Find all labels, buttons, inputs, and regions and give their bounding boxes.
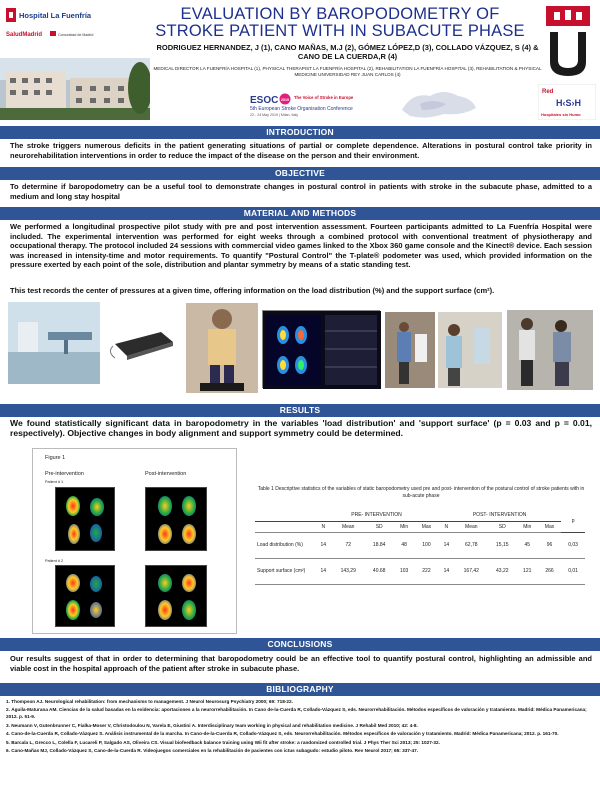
col-header: Mean	[455, 521, 488, 532]
therapy-session-photo-2	[438, 312, 502, 388]
pressure-map-patient2-post	[145, 565, 207, 627]
table-cell: 14	[315, 558, 332, 584]
table-cell: 266	[538, 558, 561, 584]
introduction-text: The stroke triggers numerous deficits in the patient generating situations of partial or complete dependence. Alterations in postural control take priority in neurorehabilitation interventions in order to reduce the impact of the disease on the person and their environment.	[10, 141, 592, 160]
poster-title: EVALUATION BY BAROPODOMETRY OF STROKE PATIENT WITH IN SUBACUTE PHASE	[155, 5, 525, 40]
table-cell: 62,78	[455, 532, 488, 558]
col-header: Min	[517, 521, 538, 532]
row-label: Support surface (cm²)	[255, 558, 315, 584]
col-header: Min	[393, 521, 414, 532]
bibliography-item: 1. Thompson AJ. Neurological rehabilitation: from mechanisms to management. J Neurol Neurosurg Psychiatry 2000; 69: 718-22.	[6, 699, 293, 704]
row-label: Load distribution (%)	[255, 532, 315, 558]
saludmadrid-text: SaludMadrid	[6, 32, 43, 38]
bibliography-item: 3. Neumann V, Gutenbrunner C, Fialka-Moser V, Christodoulou N, Varela E, Giustini A. Interdisciplinary team working in physical and rehabilitation medicine. J Rehabil Med 2010; 42: 4-8.	[6, 722, 418, 728]
esoc-logo-text: ESOC	[250, 95, 279, 106]
objective-heading: OBJECTIVE	[0, 167, 600, 180]
poster-authors: RODRIGUEZ HERNANDEZ, J (1), CANO MAÑAS, M.J (2), GÓMEZ LÓPEZ,D (3), COLLADO VÁZQUEZ, S (4) & CANO DE LA CUERDA,R (4)	[156, 43, 539, 61]
row-label-header	[255, 521, 315, 532]
table-cell: 103	[393, 558, 414, 584]
results-heading: RESULTS	[0, 404, 600, 417]
methods-text-1: We performed a longitudinal prospective pilot study with pre and post intervention assessment. Fourteen participants admitted to La Fuenfría Hospital were included. The experimental intervention was performed for eight weeks through a combined protocol with conventional treatment of physiotherapy and occupational therapy. The protocol included 24 sessions with commercial video games linked to the Xbox 360 game console and the Kinect® device. Each session was increased in intensity-time and motor requirements. To quantify "Postural Control" the T-plate® podometer was used, which provided information on the pressure exerted by each point of the sole, distribution and plantar symmetry by means of a static standing test.	[10, 222, 592, 270]
col-header: N	[438, 521, 455, 532]
esoc-name: 5th European Stroke Organisation Conference	[250, 106, 353, 112]
esoc-year: 2019	[281, 98, 289, 102]
table-cell: 14	[438, 558, 455, 584]
table-corner	[255, 510, 315, 521]
col-header: SD	[488, 521, 517, 532]
red-hospitales-sin-humo-logo	[538, 84, 596, 120]
figure-1-panel	[32, 448, 237, 634]
table-cell: 72	[332, 532, 365, 558]
table-row	[255, 532, 585, 558]
results-text: We found statistically significant data in baropodometry in the variables 'load distribution' and 'support surface' (p = 0.03 and p = 0.01, respectively). Objective changes in body alignment and support symmetry could be determined.	[10, 418, 592, 439]
table-cell: 100	[415, 532, 438, 558]
col-header: SD	[365, 521, 394, 532]
objective-text: To determine if baropodometry can be a useful tool to demonstrate changes in postural control in patients with stroke in the subacute phase, admitted to a medium and long stay hospital	[10, 182, 592, 201]
pressure-platform-photo	[105, 310, 179, 370]
therapy-session-photo-1	[385, 312, 435, 388]
table-cell: 43,22	[488, 558, 517, 584]
hospital-la-fuenfria-logo	[4, 4, 96, 56]
rehab-gym-photo	[8, 302, 100, 384]
table-cell: 143,29	[332, 558, 365, 584]
bibliography-heading: BIBLIOGRAPHY	[0, 683, 600, 696]
esoc-tagline: The Voice of Stroke in Europe	[294, 95, 354, 100]
figure-patient-1-label: Patient # 1	[45, 480, 64, 484]
table-cell: 18.84	[365, 532, 394, 558]
introduction-heading: INTRODUCTION	[0, 126, 600, 139]
p-value-cell: 0,01	[561, 558, 585, 584]
col-header: Max	[538, 521, 561, 532]
p-value-cell: 0,03	[561, 532, 585, 558]
table-cell: 167,42	[455, 558, 488, 584]
group-header-post: POST- INTERVENTION	[438, 510, 561, 521]
table-cell: 14	[315, 532, 332, 558]
col-header: N	[315, 521, 332, 532]
esoc-conference-logo	[248, 92, 388, 119]
table-caption: Table 1 Descriptive statistics of the variables of static baropodometry used pre and post- intervention of the postural control of stroke patients with in sub-acute phase	[257, 486, 585, 499]
therapy-session-photo-3	[507, 310, 593, 390]
figure-patient-2-label: Patient # 2	[45, 559, 64, 563]
methods-heading: MATERIAL AND METHODS	[0, 207, 600, 220]
group-header-pre: PRE- INTERVENTION	[315, 510, 438, 521]
figure-post-label: Post-intervention	[145, 471, 187, 477]
table-row	[255, 558, 585, 584]
table-cell: 15,15	[488, 532, 517, 558]
redhh-hsh: H‹S›H	[556, 98, 581, 108]
hospital-logo-name: Hospital La Fuenfría	[19, 11, 92, 20]
bibliography-item: 2. Águila-Maturana AM. Ciencias de la salud basadas en la evidencia: aportaciones a la neurorrehabilitación. In Cano de-la-Cuerda R, Collado-Vázquez S, eds. Neurorrehabilitación. Métodos específicos de valoración y tratamiento. Madrid: Médica Panamericana; 2012. p. 51-9.	[6, 707, 587, 720]
bibliography-item: 6. Cano-Mañas MJ, Collado-Vázquez S, Cano-de-la-Cuerda R. Videojuegos comerciales en la rehabilitación de pacientes con ictus subagudo: estudio piloto. Rev Neurol 2017; 65: 337-47.	[6, 747, 418, 753]
urjc-logo	[542, 4, 594, 80]
conclusions-heading: CONCLUSIONS	[0, 638, 600, 651]
table-cell: 48	[393, 532, 414, 558]
table-cell: 222	[415, 558, 438, 584]
pressure-map-patient1-post	[145, 487, 207, 551]
redhh-subtitle: Hospitales sin Humo	[541, 112, 581, 117]
col-header: Max	[415, 521, 438, 532]
conclusions-text: Our results suggest of that in order to determining that baropodometry could be an effective tool to quantify postural control, highlighting an admissible and viable cost in the hospital approach of the patient after stroke in subacute phase.	[10, 654, 592, 673]
table-cell: 45	[517, 532, 538, 558]
table-cell: 14	[438, 532, 455, 558]
bibliography-list	[6, 698, 594, 755]
bibliography-item: 5. Barcala L, Grecco L, Colella F, Lucareli P, Salgado AS, Oliveira CS. Visual biofeedback balance training using Wii fit after stroke: a randomized controlled trial. J Phys Ther Sci 2013; 25: 1027-32.	[6, 739, 440, 745]
pressure-map-patient1-pre	[55, 487, 115, 551]
methods-text-2: This test records the center of pressures at a given time, offering information on the load distribution (%) and the support surface (cm²).	[10, 286, 495, 295]
table-cell: 96	[538, 532, 561, 558]
figure-title: Figure 1	[45, 455, 66, 461]
table-cell: 40.68	[365, 558, 394, 584]
poster-affiliations: MEDICAL DIRECTOR LA FUENFRÍA HOSPITAL (1), PHYSICAL THERAPIST LA FUENFRÍA HOSPITAL (2), REHABILITATION LA FUENFRÍA HOSPITAL (3), REHABILITATION & PHYSICAL MEDICINE UNIVERSIDAD REY JUAN CARLOS (4)	[153, 66, 542, 77]
bibliography-item: 4. Cano-de-la-Cuerda R, Collado-Vázquez S. Análisis instrumental de la marcha. In Cano-de-la-Cuerda R, Collado-Vázquez S, eds. Neurorrehabilitación. Métodos específicos de valoración y tratamiento. Madrid: Médica Panamericana; 2012. p. 161-70.	[6, 731, 559, 737]
comunidad-madrid-text: Comunidad de Madrid	[58, 33, 94, 37]
stats-table	[255, 510, 585, 585]
redhh-red: Red	[542, 89, 554, 95]
figure-pre-label: Pre-intervention	[45, 471, 84, 477]
p-header: p	[561, 510, 585, 532]
europe-map-graphic	[392, 86, 482, 122]
table-cell: 121	[517, 558, 538, 584]
hospital-building-photo	[0, 58, 150, 120]
esoc-dates: 22 - 24 May 2019 | Milan, Italy	[250, 113, 299, 117]
pressure-map-patient2-pre	[55, 565, 115, 627]
patient-on-platform-photo	[186, 303, 258, 393]
col-header: Mean	[332, 521, 365, 532]
baropodometry-software-screenshot	[262, 310, 380, 388]
